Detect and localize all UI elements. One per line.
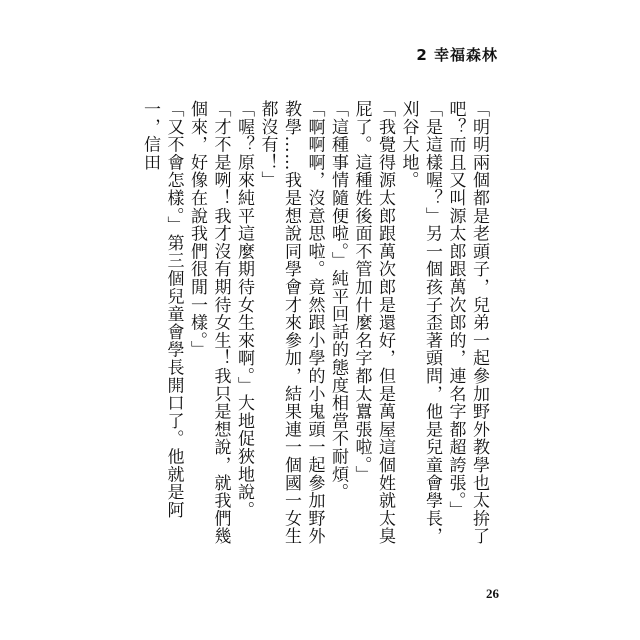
paragraph: 「才不是咧！我才沒有期待女生！我只是想說，就我們幾個來，好像在說我們很閒一樣。」 (187, 100, 231, 545)
paragraph: 「我覺得源太郎跟萬次郎是還好，但是萬屋這個姓就太臭屁了。這種姓後面不管加什麼名字都太囂張啦。」 (351, 100, 395, 545)
running-head: 2 幸福森林 (416, 46, 498, 64)
page-number: 26 (486, 586, 499, 601)
paragraph: 「明明兩個都是老頭子，兒弟一起參加野外教學也太拚了吧？而且又叫源太郎跟萬次郎的，連名字都超誇張。」 (445, 100, 489, 545)
paragraph: 「啊啊啊，沒意思啦。竟然跟小學的小鬼頭一起參加野外教學……我是想說同學會才來參加，結果連一個國一女生都沒有！」 (257, 100, 325, 545)
paragraph: 「是這樣喔？」另一個孩子歪著頭問，他是兒童會學長，刈谷大地。 (398, 100, 442, 545)
body-text (140, 100, 490, 550)
paragraph: 「喔？原來純平這麼期待女生來啊。」大地促狹地說。 (234, 100, 254, 519)
paragraph: 「又不會怎樣。」第三個兒童會學長開口了。他就是阿一，信田 (140, 100, 184, 519)
paragraph: 「這種事情隨便啦。」純平回話的態度相當不耐煩。 (328, 100, 348, 501)
